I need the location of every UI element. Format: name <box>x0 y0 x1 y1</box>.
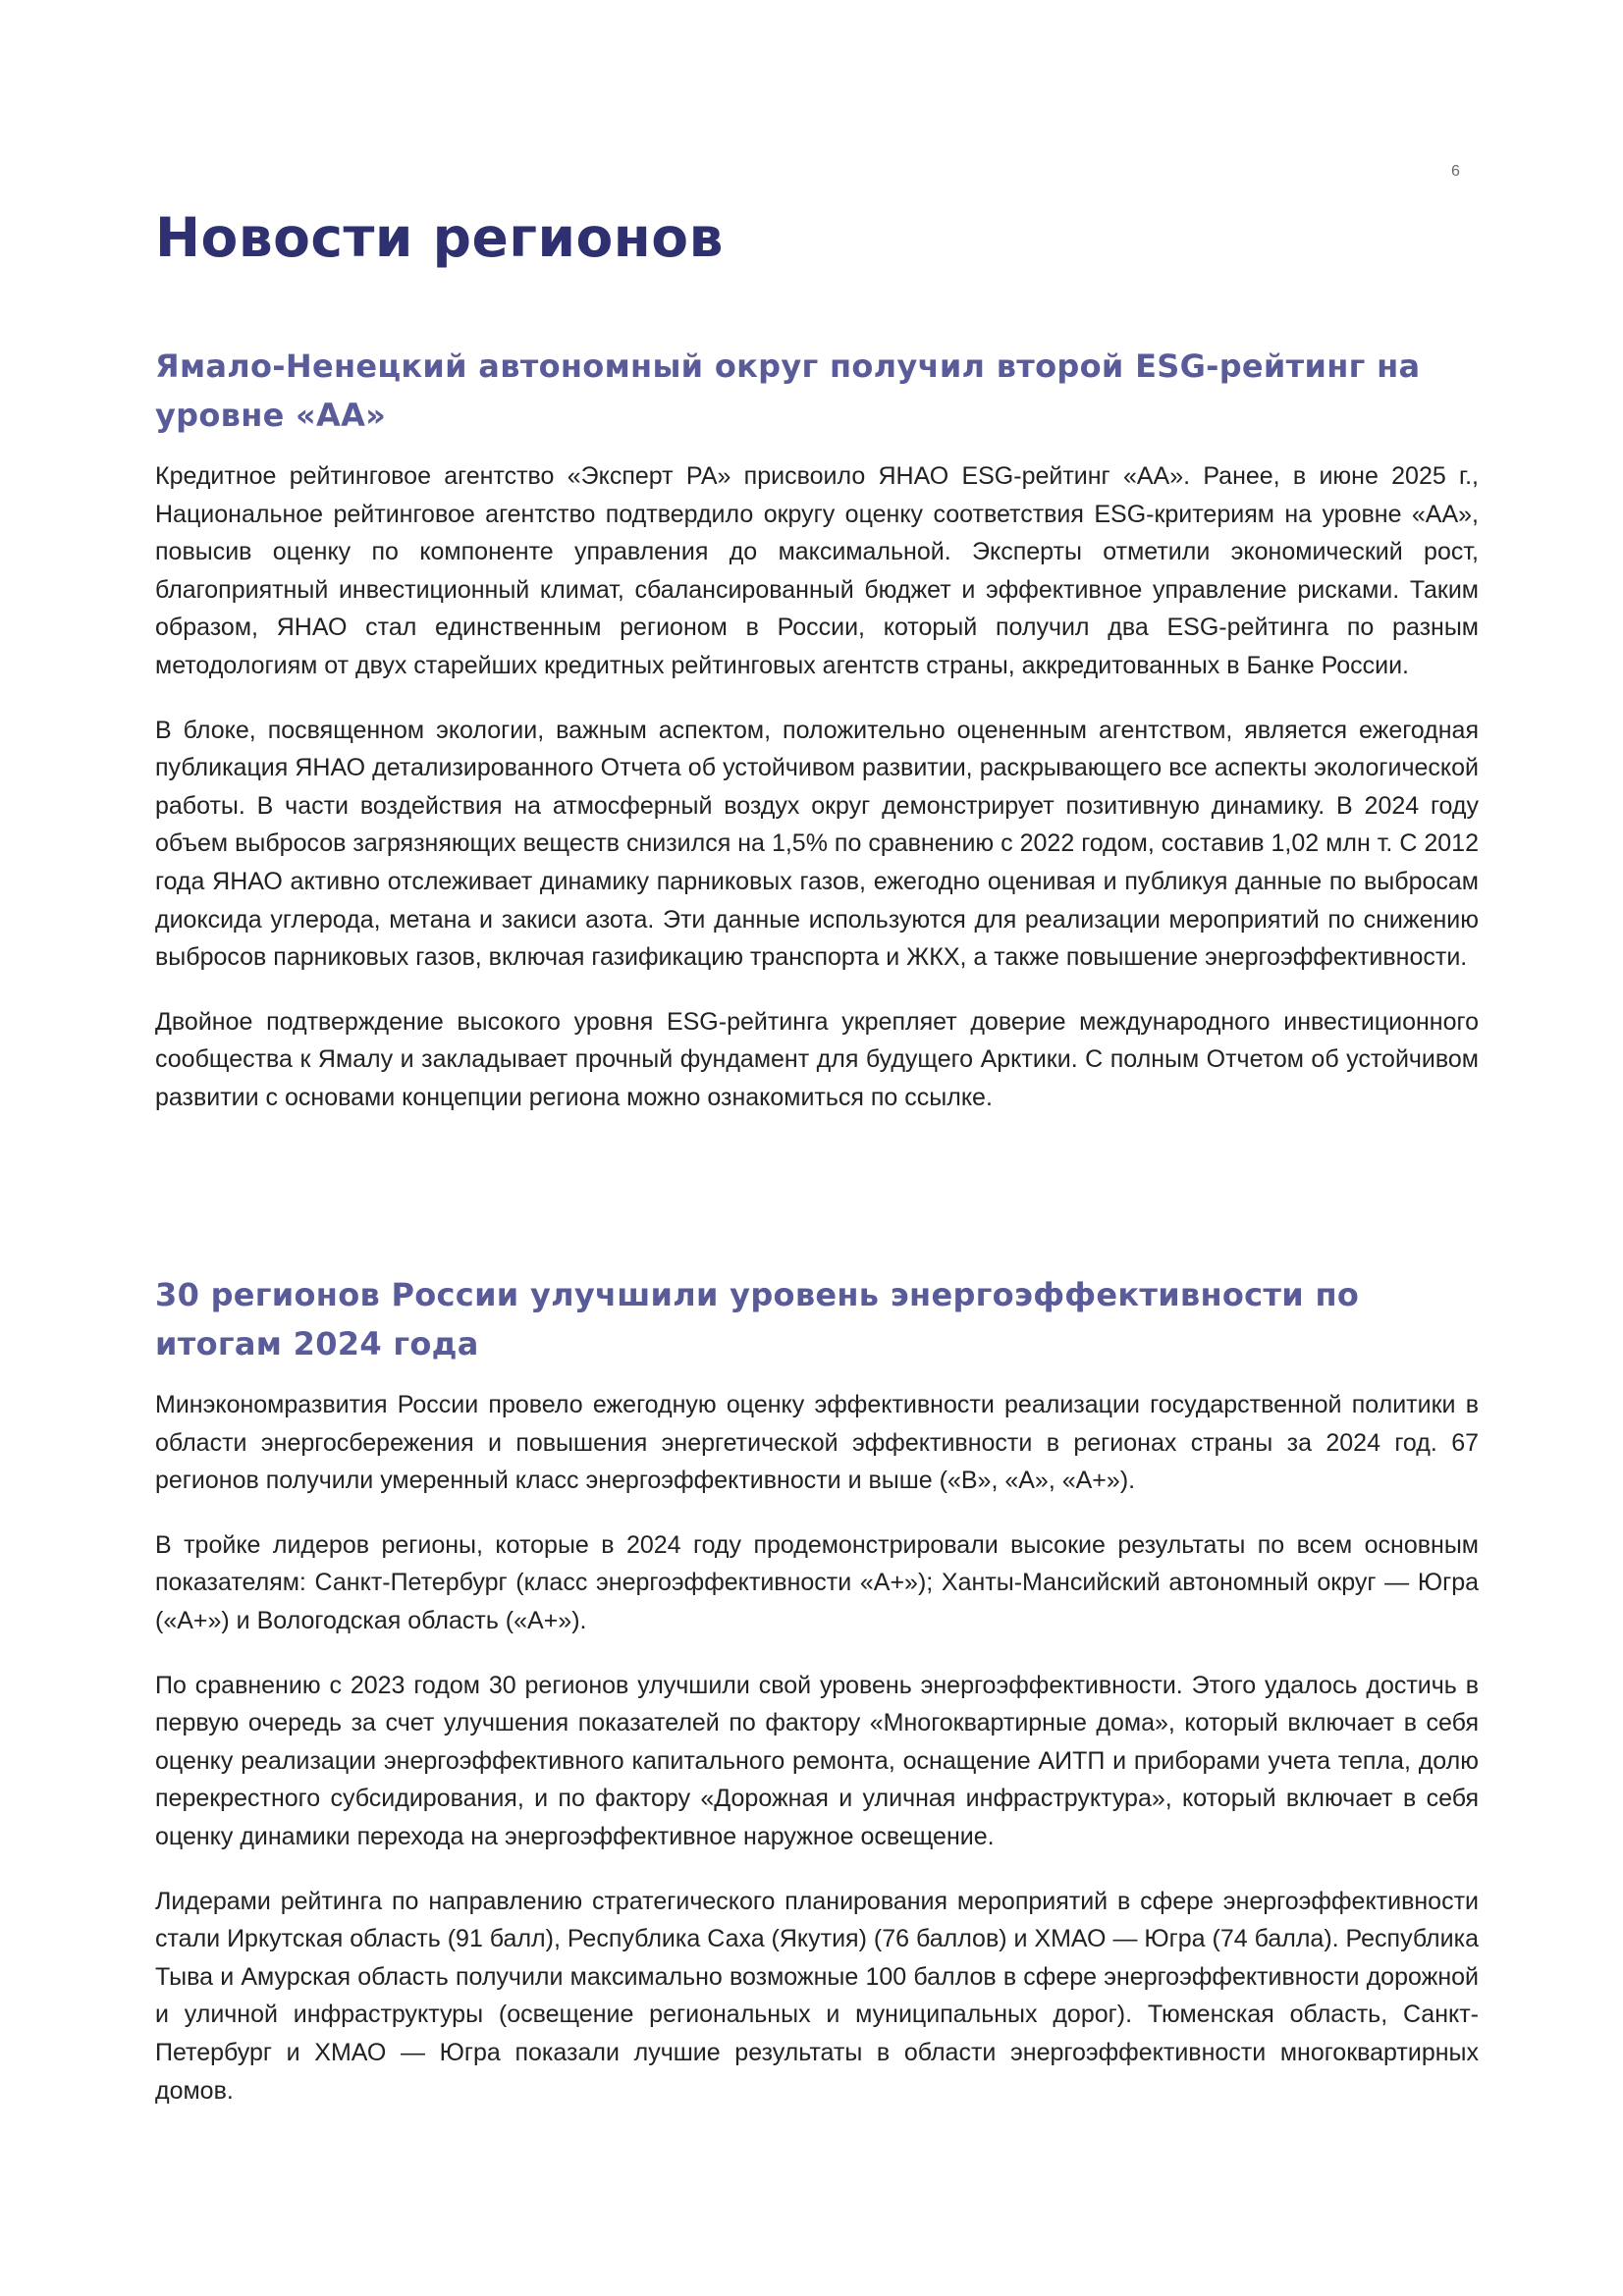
article-paragraph: В блоке, посвященном экологии, важным аспектом, положительно оцененным агентством, является ежегодная публикация ЯНАО детализированного Отчета об устойчивом развитии, раскрывающего все аспекты экологической работы. В части воздействия на атмосферный воздух округ демонстрирует позитивную динамику. В 2024 году объем выбросов загрязняющих веществ снизился на 1,5% по сравнению с 2022 годом, составив 1,02 млн т. С 2012 года ЯНАО активно отслеживает динамику парниковых газов, ежегодно оценивая и публикуя данные по выбросам диоксида углерода, метана и закиси азота. Эти данные используются для реализации мероприятий по снижению выбросов парниковых газов, включая газификацию транспорта и ЖКХ, а также повышение энергоэффективности. <box>155 716 1479 972</box>
article-paragraph: Двойное подтверждение высокого уровня ESG-рейтинга укрепляет доверие международного инвестиционного сообщества к Ямалу и закладывает прочный фундамент для будущего Арктики. С полным Отчетом об устойчивом развитии с основами концепции региона можно ознакомиться по ссылке. <box>155 1007 1479 1111</box>
article-heading: Ямало-Ненецкий автономный округ получил второй ESG-рейтинг на уровне «АА» <box>155 347 1421 434</box>
article-paragraph: В тройке лидеров регионы, которые в 2024 году продемонстрировали высокие результаты по всем основным показателям: Санкт-Петербург (класс энергоэффективности «A+»); Ханты-Мансийский автономный округ — Югра («A+») и Вологодская область («A+»). <box>155 1530 1479 1634</box>
page-title: Новости регионов <box>155 206 724 269</box>
article-paragraph: По сравнению с 2023 годом 30 регионов улучшили свой уровень энергоэффективности. Этого удалось достичь в первую очередь за счет улучшения показателей по фактору «Многоквартирные дома», который включает в себя оценку реализации энергоэффективного капитального ремонта, оснащение АИТП и приборами учета тепла, долю перекрестного субсидирования, и по фактору «Дорожная и уличная инфраструктура», который включает в себя оценку динамики перехода на энергоэффективное наружное освещение. <box>155 1671 1479 1850</box>
article-paragraph: Лидерами рейтинга по направлению стратегического планирования мероприятий в сфере энергоэффективности стали Иркутская область (91 балл), Республика Саха (Якутия) (76 баллов) и ХМАО — Югра (74 балла). Республика Тыва и Амурская область получили максимально возможные 100 баллов в сфере энергоэффективности дорожной и уличной инфраструктуры (освещение региональных и муниципальных дорог). Тюменская область, Санкт-Петербург и ХМАО — Югра показали лучшие результаты в области энергоэффективности многоквартирных домов. <box>155 1887 1479 2105</box>
article-yanao-esg <box>155 342 1479 1117</box>
page-number: 6 <box>1451 163 1460 180</box>
article-paragraph: Кредитное рейтинговое агентство «Эксперт РА» присвоило ЯНАО ESG-рейтинг «АА». Ранее, в июне 2025 г., Национальное рейтинговое агентство подтвердило округу оценку соответствия ESG-критериям на уровне «АА», повысив оценку по компоненте управления до максимальной. Эксперты отметили экономический рост, благоприятный инвестиционный климат, сбалансированный бюджет и эффективное управление рисками. Таким образом, ЯНАО стал единственным регионом в России, который получил два ESG-рейтинга по разным методологиям от двух старейших кредитных рейтинговых агентств страны, аккредитованных в Банке России. <box>155 462 1479 679</box>
article-energy-efficiency <box>155 1270 1479 2109</box>
article-paragraph: Минэкономразвития России провело ежегодную оценку эффективности реализации государственной политики в области энергосбережения и повышения энергетической эффективности в регионах страны за 2024 год. 67 регионов получили умеренный класс энергоэффективности и выше («B», «A», «A+»). <box>155 1391 1479 1495</box>
article-heading: 30 регионов России улучшили уровень энергоэффективности по итогам 2024 года <box>155 1276 1360 1362</box>
